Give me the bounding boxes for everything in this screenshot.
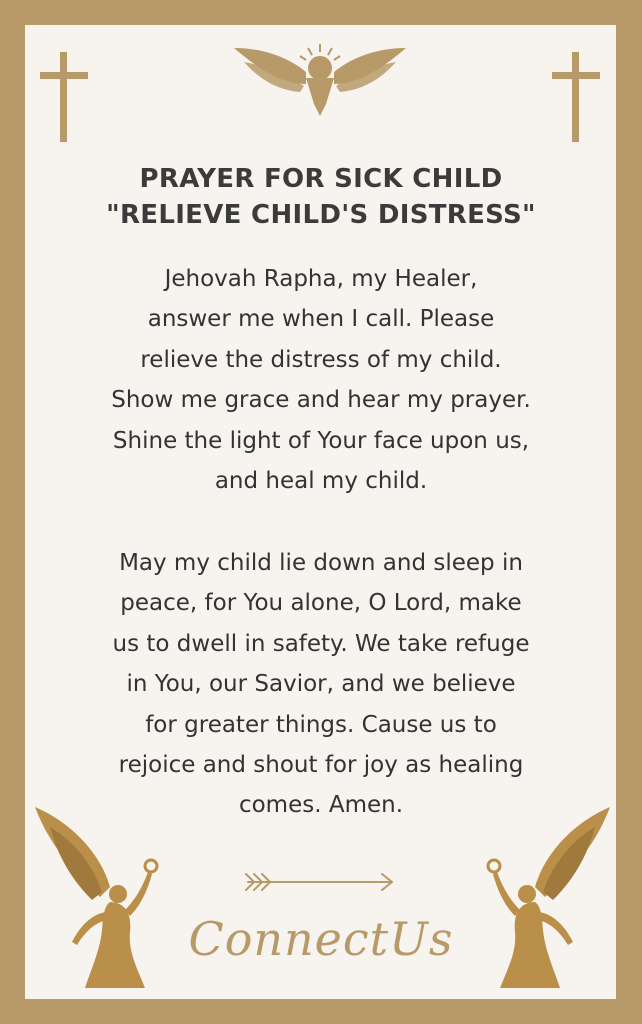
prayer-title-line2: "RELIEVE CHILD'S DISTRESS" (106, 200, 536, 230)
cross-icon (552, 52, 600, 142)
cross-icon (40, 52, 88, 142)
prayer-paragraph-1: Jehovah Rapha, my Healer, answer me when I call. Please relieve the distress of my child. Show me grace and hear my prayer. Shine the light of Your face upon us, and heal my child. (111, 266, 531, 495)
arrow-icon (242, 870, 398, 894)
prayer-paragraph-2: May my child lie down and sleep in peace, for You alone, O Lord, make us to dwell in safety. We take refuge in You, our Savior, and we believe for greater things. Cause us to rejoice and shout for joy as healing comes. Amen. (112, 550, 530, 819)
winged-sun-icon (234, 42, 406, 118)
connectus-logo: ConnectUs (188, 912, 454, 966)
prayer-title-line1: PRAYER FOR SICK CHILD (139, 164, 503, 194)
